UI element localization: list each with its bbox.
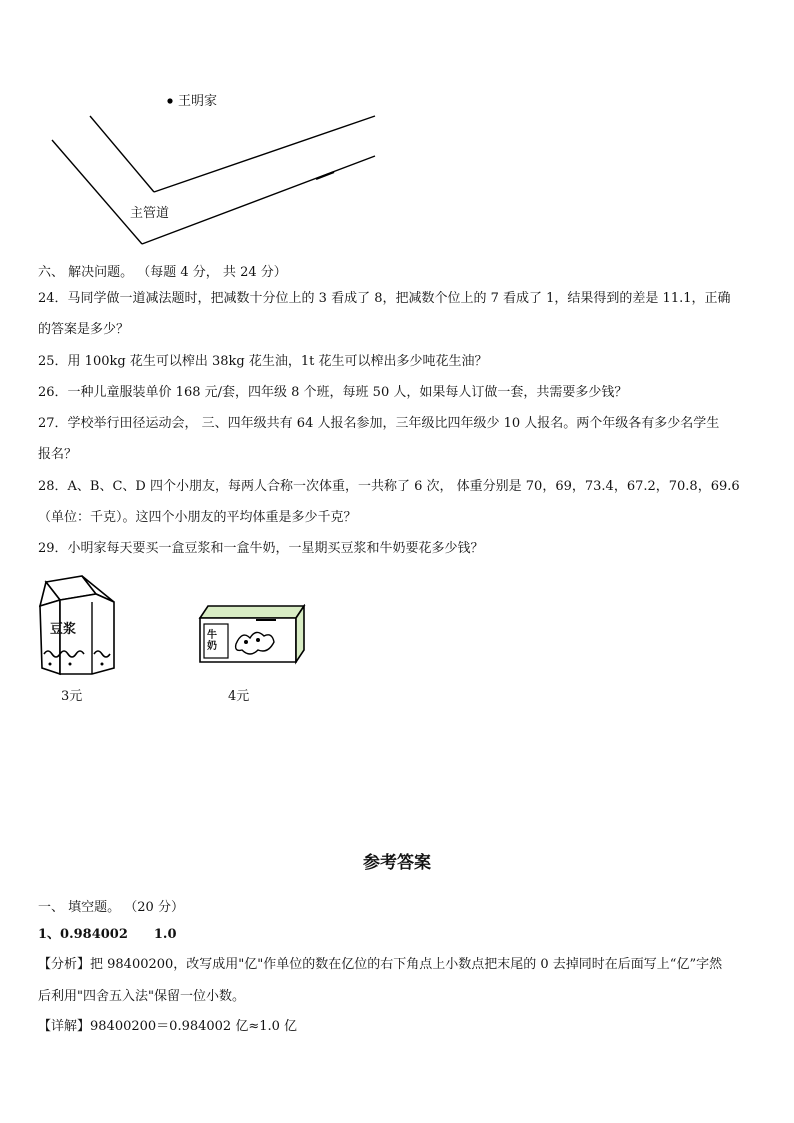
question-24-line1: 24．马同学做一道减法题时，把减数十分位上的 3 看成了 8，把减数个位上的 7 看成了 1，结果得到的差是 11.1，正确 [38, 291, 731, 306]
pipe-label: 主管道 [130, 206, 170, 221]
question-28-line1: 28．A、B、C、D 四个小朋友，每两人合称一次体重，一共称了 6 次， 体重分别是 70，69，73.4，67.2，70.8，69.6 [38, 479, 740, 494]
home-dot [167, 98, 172, 103]
section6-heading: 六、 解决问题。 （每题 4 分， 共 24 分） [38, 265, 287, 280]
question-28-line2: （单位：千克）。这四个小朋友的平均体重是多少千克？ [38, 510, 357, 525]
answer-1: 1、0.984002 1.0 [38, 927, 177, 942]
question-27-line2: 报名？ [38, 447, 78, 462]
question-27-line1: 27．学校举行田径运动会， 三、四年级共有 64 人报名参加，三年级比四年级少 10 人报名。两个年级各有多少名学生 [38, 416, 720, 431]
answers-title: 参考答案 [363, 853, 431, 873]
soymilk-carton-drawing [36, 572, 120, 678]
home-label: 王明家 [178, 94, 218, 109]
pipe-diagram [40, 80, 385, 255]
detail-line: 【详解】98400200＝0.984002 亿≈1.0 亿 [38, 1019, 298, 1034]
milk-price: 4元 [228, 689, 250, 704]
answers-section1-heading: 一、 填空题。 （20 分） [38, 900, 184, 915]
milk-box-illustration [196, 604, 306, 666]
milk-box-text: 牛奶 [207, 630, 217, 652]
soymilk-carton-text: 豆浆 [50, 622, 77, 637]
question-26: 26．一种儿童服装单价 168 元/套，四年级 8 个班，每班 50 人，如果每人订做一套，共需要多少钱？ [38, 385, 628, 400]
analysis-line1: 【分析】把 98400200，改写成用"亿"作单位的数在亿位的右下角点上小数点把末尾的 0 去掉同时在后面写上“亿”字然 [38, 957, 723, 972]
question-29: 29．小明家每天要买一盒豆浆和一盒牛奶，一星期买豆浆和牛奶要花多少钱？ [38, 541, 484, 556]
soymilk-carton-illustration [36, 572, 120, 678]
soymilk-price: 3元 [61, 689, 83, 704]
question-24-line2: 的答案是多少？ [38, 322, 130, 337]
question-25: 25．用 100kg 花生可以榨出 38kg 花生油，1t 花生可以榨出多少吨花生油？ [38, 354, 488, 369]
analysis-line2: 后利用"四舍五入法"保留一位小数。 [38, 989, 245, 1004]
